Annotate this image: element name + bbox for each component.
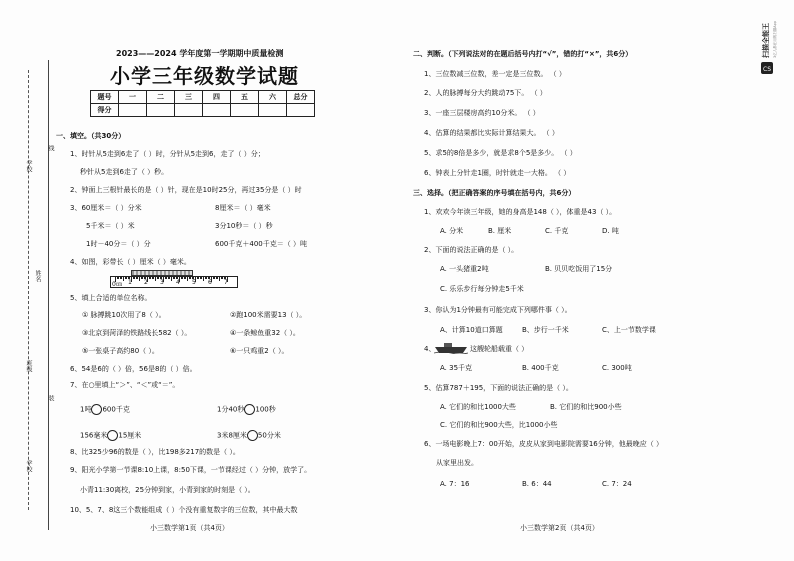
question-line: 2、钟面上三根针最长的是（ ）针，现在是10时25分，再过35分是（ ）时 (70, 186, 302, 194)
ruler-label: 4 (176, 279, 180, 286)
option-line[interactable]: A. 7：16 (440, 480, 470, 488)
section-heading: 二、判断。（下列说法对的在题后括号内打“√”，错的打“×”，共6分） (413, 50, 633, 58)
question-line: 3分10秒＝（ ）秒 (215, 222, 273, 230)
option-line[interactable]: A、计算10道口算题 (440, 326, 503, 334)
ship-image (434, 342, 468, 354)
ruler-tick (227, 277, 228, 282)
ruler-label: 6 (208, 279, 212, 286)
question-line: 4、如图，彩带长（ ）厘米（ ）毫米。 (70, 258, 191, 266)
question-line: 2、下面的说法正确的是（ ）。 (424, 246, 519, 254)
score-header-cell: 三 (175, 91, 203, 104)
question-line: 5、填上合适的单位名称。 (70, 294, 152, 302)
question-line: 这艘轮船载重（ ） (470, 345, 529, 353)
score-header-cell: 六 (259, 91, 287, 104)
binding-label-seat: 班级 (25, 360, 32, 372)
option-line[interactable]: B. 400千克 (522, 364, 559, 372)
compare-left: 3米8厘米 (217, 431, 247, 440)
ruler-label: 7 (224, 279, 228, 286)
compare-right: 100秒 (255, 405, 276, 414)
score-cell[interactable] (175, 104, 203, 117)
binding-label-class: 学校 (25, 160, 32, 172)
question-line: 1时－40分＝（ ）分 (86, 240, 151, 248)
question-line: ④一条鲸鱼重32（ ）。 (230, 329, 300, 337)
option-line[interactable]: D. 吨 (602, 227, 619, 235)
compare-item (80, 430, 141, 441)
score-cell[interactable] (203, 104, 231, 117)
option-line[interactable]: A. 35千克 (440, 364, 473, 372)
question-line: 5、求5的8倍是多少，就是求8个5是多少。 （ ） (424, 149, 577, 157)
question-line: 3、你认为1分钟最有可能完成下列哪件事（ ）。 (424, 306, 572, 314)
question-line: 10、5、7、8这三个数能组成（ ）个没有重复数字的三位数，其中最大数 (70, 506, 298, 514)
option-line[interactable]: C、上一节数学课 (602, 326, 656, 334)
score-cell[interactable] (259, 104, 287, 117)
score-header-cell: 二 (147, 91, 175, 104)
ruler-label: 5 (192, 279, 196, 286)
compare-item (217, 404, 276, 415)
compare-circle[interactable] (107, 430, 118, 441)
compare-item (217, 430, 281, 441)
binding-line-2 (48, 60, 49, 530)
question-line: ③北京到菏泽的铁路线长582（ ）。 (82, 329, 192, 337)
binding-line (28, 70, 29, 510)
option-line[interactable]: A. 一头猪重2吨 (440, 265, 489, 273)
option-line[interactable]: C. 千克 (545, 227, 569, 235)
question-line: 秒针从5走到6走了（ ）秒。 (80, 168, 169, 176)
question-line: 7、在○里填上“＞”、“＜”或“＝”。 (70, 381, 180, 389)
compare-left: 1吨 (80, 405, 92, 414)
question-line: 从家里出发。 (436, 459, 478, 467)
compare-left: 156毫米 (80, 431, 108, 440)
question-line: 小青11:30离校，25分钟到家，小青到家的时刻是（ ）。 (80, 486, 255, 494)
question-line: 3、一座三层楼房高约10分米。 （ ） (424, 109, 540, 117)
question-line: 8厘米＝（ ）毫米 (215, 204, 271, 212)
score-header-cell: 四 (203, 91, 231, 104)
question-line: ②跑100米需要13（ ）。 (230, 311, 307, 319)
score-row-label: 得分 (91, 104, 119, 117)
ruler-label: 2 (144, 279, 148, 286)
question-line: 2、人的脉搏每分大约跳动75下。 （ ） (424, 89, 547, 97)
compare-right: 15厘米 (118, 431, 142, 440)
svg-text:3亿人都在用的扫描App: 3亿人都在用的扫描App (773, 20, 777, 58)
ruler-label: 3 (160, 279, 164, 286)
option-line[interactable]: C. 7：24 (602, 480, 632, 488)
question-line: 4、估算的结果都比实际计算结果大。 （ ） (424, 129, 559, 137)
question-line: 6、一场电影晚上7：00开始，皮皮从家到电影院需要16分钟，他最晚应（ ） (424, 440, 663, 448)
page-footer: 小三数学第1页（共4页） (150, 524, 229, 532)
option-line[interactable]: C. 300吨 (602, 364, 632, 372)
ruler-image (110, 276, 238, 288)
compare-item (80, 404, 130, 415)
compare-right: 600千克 (102, 405, 130, 414)
question-line: ① 脉搏跳10次用了8（ ）。 (82, 311, 166, 319)
question-line: 3、60厘米＝（ ）分米 (70, 204, 142, 212)
question-line: 600千克＋400千克＝（ ）吨 (215, 240, 307, 248)
question-line: 6、54是6的（ ）倍，56是8的（ ）倍。 (70, 365, 197, 373)
svg-text:扫描全能王: 扫描全能王 (762, 23, 770, 58)
option-line[interactable]: C. 它们的和比900大些，比1000小些 (440, 421, 558, 429)
option-line[interactable]: B、步行一千米 (522, 326, 569, 334)
question-line: 5、估算787＋195，下面的说法正确的是（ ）。 (424, 384, 573, 392)
question-line: 1、三位数减三位数，差一定是三位数。 （ ） (424, 70, 566, 78)
binding-label-name: 姓名 (34, 270, 41, 282)
score-header-cell: 总分 (287, 91, 315, 104)
question-line: ⑥一只鸡重2（ ）。 (230, 347, 289, 355)
compare-right: 50分米 (257, 431, 281, 440)
question-line: 9、阳光小学第一节课8:10上课，8:50下课，一节课经过（ ）分钟，放学了。 (70, 466, 312, 474)
score-cell[interactable] (287, 104, 315, 117)
section-heading: 一、填空。（共30分） (56, 132, 126, 140)
score-cell[interactable] (147, 104, 175, 117)
question-line: 8、比325少96的数是（ ），比198多217的数是（ ）。 (70, 448, 240, 456)
score-header-cell: 题号 (91, 91, 119, 104)
compare-left: 1分40秒 (217, 405, 245, 414)
option-line[interactable]: A. 它们的和比1000大些 (440, 403, 516, 411)
binding-label-line: 装 (47, 395, 54, 401)
section-heading: 三、选择。（把正确答案的序号填在括号内，共6分） (413, 189, 576, 197)
score-header-cell: 一 (119, 91, 147, 104)
score-cell[interactable] (119, 104, 147, 117)
page-footer: 小三数学第2页（共4页） (520, 524, 599, 532)
exam-title: 小学三年级数学试题 (110, 64, 299, 88)
option-line[interactable]: B. 厘米 (488, 227, 512, 235)
question-line: 5千米＝（ ）米 (86, 222, 135, 230)
compare-circle[interactable] (91, 404, 102, 415)
binding-label-school: 学校 (25, 460, 32, 472)
question-line: 1、时针从5走到6走了（ ）时，分针从5走到6，走了（ ）分； (70, 150, 265, 158)
score-table (90, 90, 315, 117)
compare-circle[interactable] (244, 404, 255, 415)
option-line[interactable]: B. 贝贝吃饭用了15分 (545, 265, 613, 273)
question-line: 1、欢欢今年读三年级，她的身高是148（ ），体重是43（ ）。 (424, 208, 617, 216)
question-number: 4、 (424, 345, 436, 353)
option-line[interactable]: C. 乐乐步行每分钟走5千米 (440, 285, 524, 293)
binding-label-line: 线 (47, 145, 54, 151)
score-header-cell: 五 (231, 91, 259, 104)
scanner-app-logo (760, 6, 780, 86)
exam-subtitle: 2023——2024 学年度第一学期期中质量检测 (116, 49, 284, 58)
score-cell[interactable] (231, 104, 259, 117)
ruler-label: 0㎝ (112, 281, 122, 288)
question-line: ⑤一张桌子高约80（ ）。 (82, 347, 159, 355)
svg-text:CS: CS (763, 66, 771, 73)
option-line[interactable]: B. 6：44 (522, 480, 552, 488)
option-line[interactable]: B. 它们的和比900小些 (550, 403, 622, 411)
ruler-label: 1 (128, 279, 132, 286)
option-line[interactable]: A. 分米 (440, 227, 464, 235)
compare-circle[interactable] (247, 430, 258, 441)
question-line: 6、钟表上分针走1圈，时针就走一大格。 （ ） (424, 169, 571, 177)
